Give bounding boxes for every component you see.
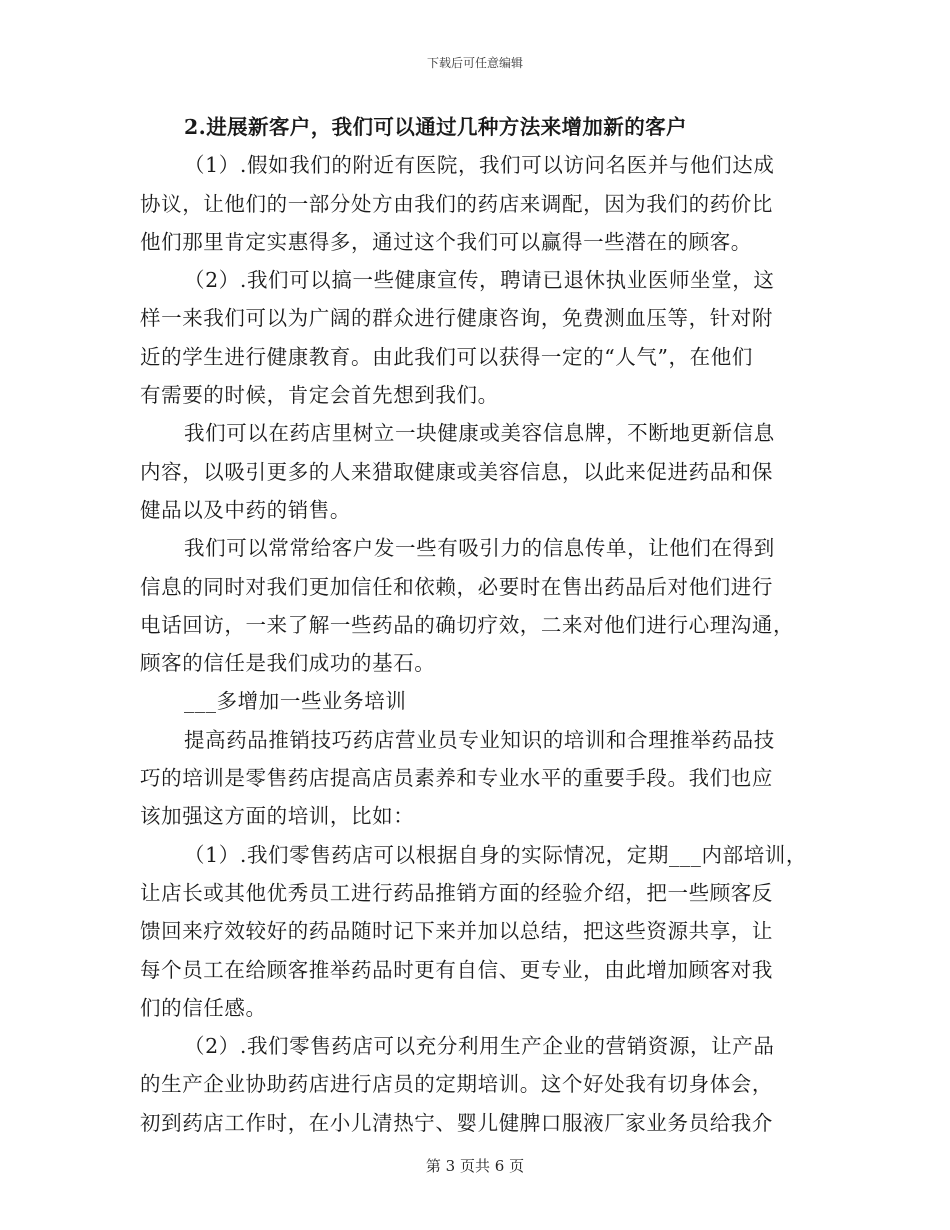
paragraph-line: （1）.假如我们的附近有医院，我们可以访问名医并与他们达成: [184, 153, 775, 178]
paragraph-line: 巧的培训是零售药店提高店员素养和专业水平的重要手段。我们也应: [140, 766, 773, 791]
page-number: 第 3 页共 6 页: [425, 1157, 525, 1175]
paragraph-line: 该加强这方面的培训，比如：: [140, 804, 415, 829]
paragraph-line: 馈回来疗效较好的药品随时记下来并加以总结，把这些资源共享，让: [140, 919, 773, 944]
paragraph-line: 我们可以在药店里树立一块健康或美容信息牌，不断地更新信息: [184, 421, 775, 446]
paragraph-line: 内容，以吸引更多的人来猎取健康或美容信息，以此来促进药品和保: [140, 459, 773, 484]
paragraph-line: 的生产企业协助药店进行店员的定期培训。这个好处我有切身体会，: [140, 1072, 773, 1097]
paragraph-line: 健品以及中药的销售。: [140, 497, 351, 522]
paragraph-line: 有需要的时候，肯定会首先想到我们。: [140, 383, 499, 408]
paragraph-line: 他们那里肯定实惠得多，通过这个我们可以赢得一些潜在的顾客。: [140, 229, 752, 254]
paragraph-line: 提高药品推销技巧药店营业员专业知识的培训和合理推举药品技: [184, 727, 775, 752]
paragraph-line: 初到药店工作时，在小儿清热宁、婴儿健脾口服液厂家业务员给我介: [140, 1110, 773, 1135]
subsection-heading: ___多增加一些业务培训: [184, 689, 407, 714]
paragraph-line: 我们可以常常给客户发一些有吸引力的信息传单，让他们在得到: [184, 536, 775, 561]
paragraph-line: （2）.我们零售药店可以充分利用生产企业的营销资源，让产品: [184, 1034, 775, 1059]
paragraph-line: 每个员工在给顾客推举药品时更有自信、更专业，由此增加顾客对我: [140, 957, 773, 982]
paragraph-line: 们的信任感。: [140, 995, 267, 1020]
paragraph-line: （1）.我们零售药店可以根据自身的实际情况，定期___内部培训，: [184, 842, 808, 867]
paragraph-line: 顾客的信任是我们成功的基石。: [140, 651, 436, 676]
page-header: 下载后可任意编辑: [426, 56, 523, 70]
section-heading: 2.进展新客户，我们可以通过几种方法来增加新的客户: [184, 115, 687, 139]
paragraph-line: （2）.我们可以搞一些健康宣传，聘请已退休执业医师坐堂，这: [184, 268, 775, 293]
paragraph-line: 信息的同时对我们更加信任和依赖，必要时在售出药品后对他们进行: [140, 574, 773, 599]
document-body: [140, 108, 820, 1142]
paragraph-line: 样一来我们可以为广阔的群众进行健康咨询，免费测血压等，针对附: [140, 306, 773, 331]
paragraph-line: 让店长或其他优秀员工进行药品推销方面的经验介绍，把一些顾客反: [140, 880, 773, 905]
paragraph-line: 协议，让他们的一部分处方由我们的药店来调配，因为我们的药价比: [140, 191, 773, 216]
paragraph-line: 电话回访，一来了解一些药品的确切疗效，二来对他们进行心理沟通，: [140, 612, 795, 637]
paragraph-line: 近的学生进行健康教育。由此我们可以获得一定的“人气”，在他们: [140, 344, 753, 369]
